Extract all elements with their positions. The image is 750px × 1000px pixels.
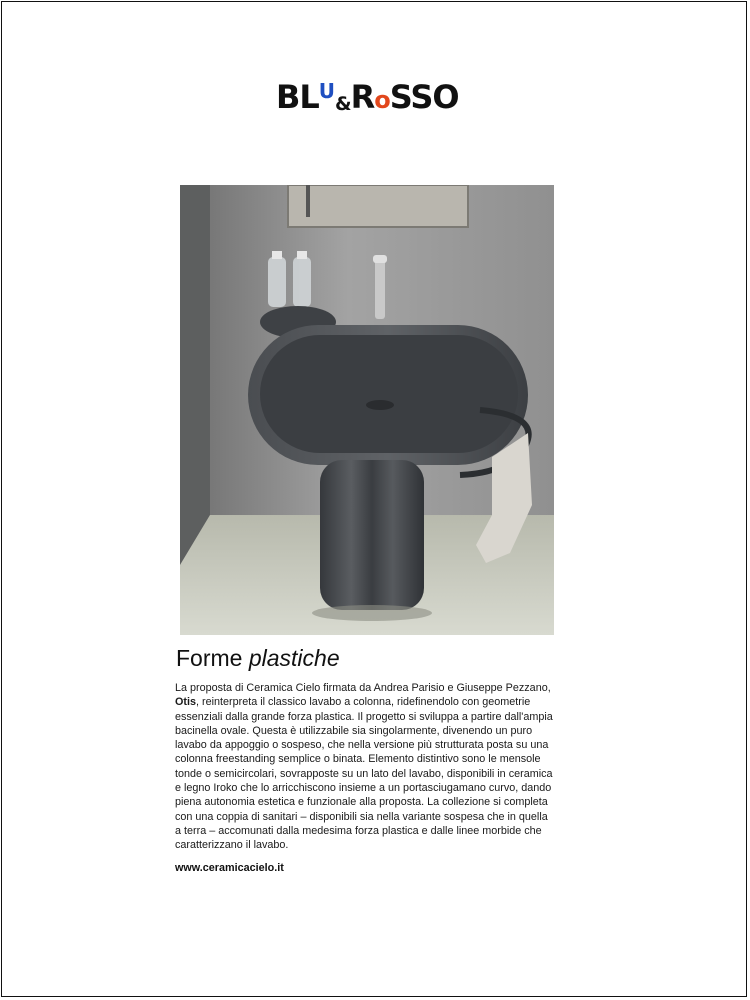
logo-part-r: R (350, 78, 375, 116)
article-body (175, 681, 555, 853)
basin-bowl (260, 335, 518, 453)
title-regular: Forme (176, 645, 249, 671)
bottle-right-cap (297, 251, 307, 259)
product-photo (180, 185, 554, 635)
mirror (288, 185, 468, 227)
faucet-head (373, 255, 387, 263)
article-title (176, 644, 554, 672)
website-link[interactable]: www.ceramicacielo.it (175, 862, 284, 874)
logo-part-u: U (318, 79, 335, 103)
mirror-light (306, 185, 310, 217)
body-rest: , reinterpreta il classico lavabo a colonna, ridefinendolo con geometrie essenziali dalla grande forza plastica. Il progetto si sviluppa a partire dall'ampia bacinella ovale. Questa è utilizzabile sia singolarmente, divenendo un puro lavabo da appoggio o sospeso, che nella versione più strutturata posta su una colonna freestanding semplice o binata. Elemento distintivo sono le mensole tonde o semicircolari, sovrapposte su un lato del lavabo, disponibili in ceramica e legno Iroko che lo arricchiscono insieme a un portasciugamano curvo, dando piena autonomia estetica e funzionale alla proposta. La collezione si completa con una coppia di sanitari – disponibili sia nella variante sospesa che in quella a terra – accomunati dalla medesima forza plastica e dalle linee morbide che caratterizzano il lavabo. (175, 696, 553, 852)
body-intro: La proposta di Ceramica Cielo firmata da Andrea Parisio e Giuseppe Pezzano, (175, 682, 551, 694)
logo-part-bl: BL (276, 78, 319, 116)
magazine-logo (276, 78, 472, 116)
title-italic: plastiche (248, 645, 340, 671)
article (172, 180, 554, 878)
side-wall (180, 185, 210, 565)
logo-part-sso: SSO (389, 78, 459, 116)
logo-part-o: o (374, 86, 390, 114)
drain (366, 400, 394, 410)
logo-part-ampersand: & (335, 93, 351, 115)
column (320, 460, 424, 610)
body-brand: Otis (175, 696, 196, 709)
column-shadow (312, 605, 432, 621)
bottle-right (293, 257, 311, 307)
bottle-left-cap (272, 251, 282, 259)
faucet (375, 257, 385, 319)
washbasin-illustration (180, 185, 554, 635)
bottle-left (268, 257, 286, 307)
